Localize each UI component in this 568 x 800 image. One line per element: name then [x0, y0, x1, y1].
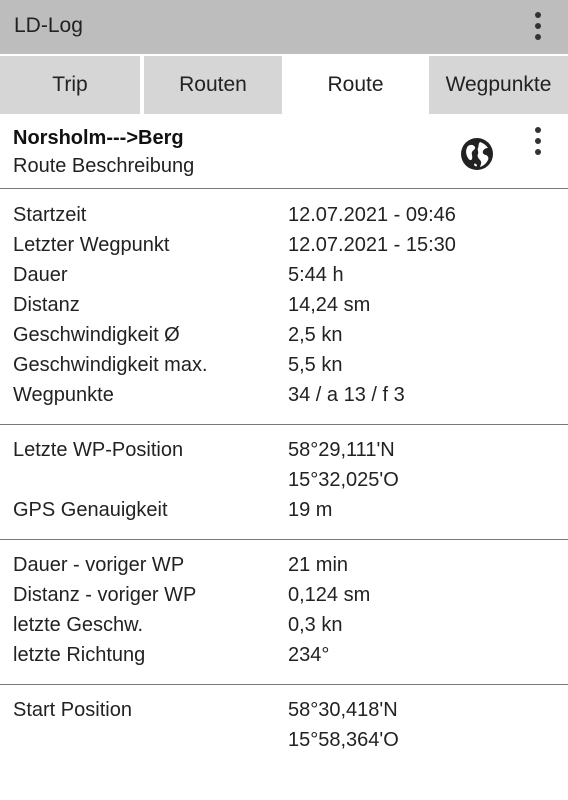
route-header [0, 116, 568, 188]
wegpunkte-label: Wegpunkte [13, 384, 114, 406]
tab-routen[interactable]: Routen [144, 56, 282, 114]
start-position-section [0, 685, 568, 755]
list-item [0, 495, 568, 525]
distanz-label: Distanz [13, 294, 80, 316]
start-longitude: 15°58,364'O [288, 729, 399, 751]
list-item [0, 580, 568, 610]
letzte-richtung-label: letzte Richtung [13, 644, 146, 666]
list-item [0, 260, 568, 290]
list-item [0, 550, 568, 580]
app-title: LD-Log [14, 14, 83, 37]
list-item [0, 350, 568, 380]
list-item [0, 610, 568, 640]
letzter-wegpunkt-value: 12.07.2021 - 15:30 [288, 234, 456, 256]
tab-route[interactable]: Route [284, 56, 427, 114]
speed-avg-label: Geschwindigkeit Ø [13, 324, 180, 346]
trip-stats-section [0, 189, 568, 424]
list-item [0, 230, 568, 260]
position-section [0, 425, 568, 539]
letzte-richtung-value: 234° [288, 644, 330, 666]
list-item [0, 380, 568, 410]
route-menu-icon[interactable] [528, 125, 548, 157]
last-wp-longitude: 15°32,025'O [288, 469, 399, 491]
gps-accuracy-label: GPS Genauigkeit [13, 499, 168, 521]
list-item [0, 640, 568, 670]
speed-max-value: 5,5 kn [288, 354, 343, 376]
letzte-geschw-value: 0,3 kn [288, 614, 343, 636]
list-item [0, 200, 568, 230]
dauer-voriger-wp-value: 21 min [288, 554, 349, 576]
distanz-voriger-wp-label: Distanz - voriger WP [13, 584, 197, 606]
distanz-value: 14,24 sm [288, 294, 371, 316]
last-wp-latitude: 58°29,111'N [288, 439, 395, 461]
gps-accuracy-value: 19 m [288, 499, 333, 521]
previous-wp-section [0, 540, 568, 684]
list-item [0, 695, 568, 725]
list-item [0, 465, 568, 495]
globe-icon[interactable] [460, 137, 494, 171]
start-position-label: Start Position [13, 699, 132, 721]
list-item [0, 290, 568, 320]
tab-wegpunkte[interactable]: Wegpunkte [429, 56, 568, 114]
tab-trip[interactable]: Trip [0, 56, 140, 114]
distanz-voriger-wp-value: 0,124 sm [288, 584, 371, 606]
startzeit-value: 12.07.2021 - 09:46 [288, 204, 456, 226]
wegpunkte-value: 34 / a 13 / f 3 [288, 384, 405, 406]
speed-max-label: Geschwindigkeit max. [13, 354, 208, 376]
start-latitude: 58°30,418'N [288, 699, 398, 721]
dauer-value: 5:44 h [288, 264, 344, 286]
tab-bar [0, 54, 568, 116]
last-wp-position-label: Letzte WP-Position [13, 439, 184, 461]
dauer-label: Dauer [13, 264, 68, 286]
letzte-geschw-label: letzte Geschw. [13, 614, 144, 636]
more-vert-icon[interactable] [528, 10, 548, 42]
list-item [0, 320, 568, 350]
dauer-voriger-wp-label: Dauer - voriger WP [13, 554, 185, 576]
route-name: Norsholm--->Berg [13, 127, 184, 149]
app-bar [0, 0, 568, 54]
list-item [0, 725, 568, 755]
startzeit-label: Startzeit [13, 204, 87, 226]
speed-avg-value: 2,5 kn [288, 324, 343, 346]
list-item [0, 435, 568, 465]
letzter-wegpunkt-label: Letzter Wegpunkt [13, 234, 170, 256]
route-description: Route Beschreibung [13, 155, 195, 177]
